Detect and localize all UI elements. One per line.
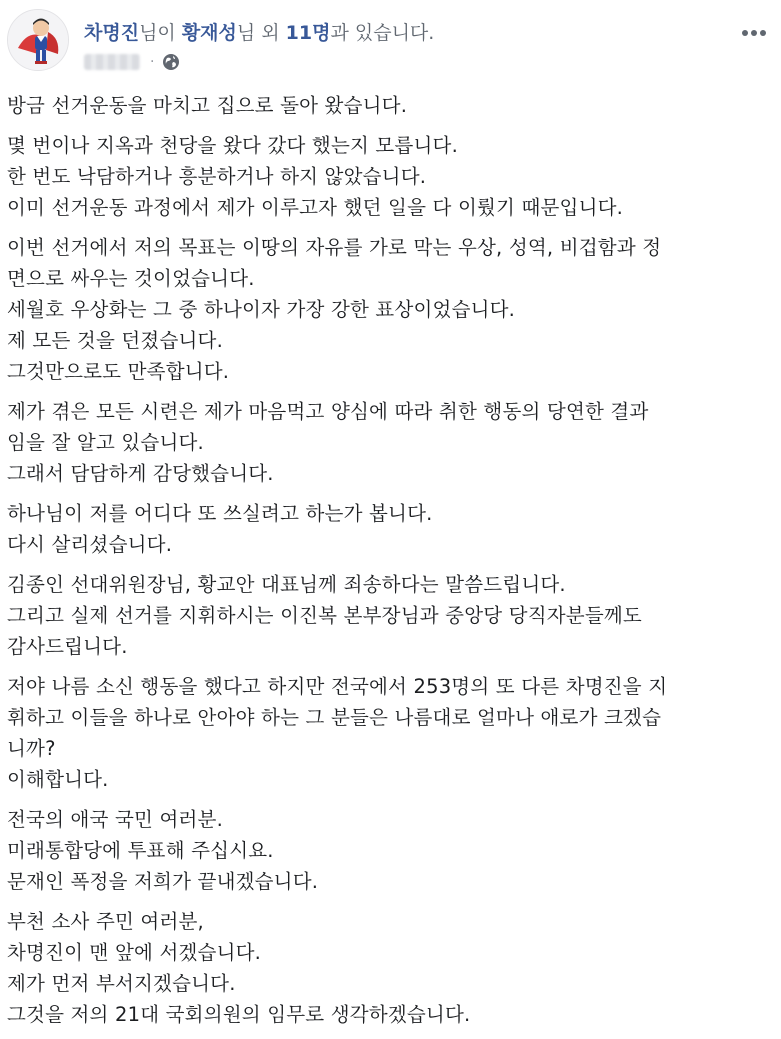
post-text-line: 세월호 우상화는 그 중 하나이자 가장 강한 표상이었습니다.: [7, 298, 516, 321]
post-paragraph: [7, 804, 775, 897]
more-horizontal-icon: [741, 29, 767, 37]
post-text-line: 휘하고 이들을 하나로 안아야 하는 그 분들은 나름대로 얼마나 애로가 크겠습: [7, 706, 662, 729]
post-text-line: 그것만으로도 만족합니다.: [7, 360, 230, 383]
post-text-line: 면으로 싸우는 것이었습니다.: [7, 267, 255, 290]
post-meta: [84, 51, 180, 73]
header-connector-text: 님이: [139, 22, 182, 44]
globe-icon[interactable]: [162, 53, 180, 71]
post-text-line: 이번 선거에서 저의 목표는 이땅의 자유를 가로 막는 우상, 성역, 비겁함과 정: [7, 236, 662, 259]
post-text-line: 한 번도 낙담하거나 흥분하거나 하지 않았습니다.: [7, 165, 427, 188]
post-body: [7, 90, 775, 1039]
post-text-line: 저야 나름 소신 행동을 했다고 하지만 전국에서 253명의 또 다른 차명진을 지: [7, 675, 668, 698]
post-paragraph: [7, 671, 775, 795]
meta-separator: ·: [150, 54, 155, 70]
post-text-line: 니까?: [7, 737, 56, 760]
post-text-line: 방금 선거운동을 마치고 집으로 돌아 왔습니다.: [7, 94, 408, 117]
profile-picture-illustration: [8, 10, 69, 71]
post-paragraph: [7, 569, 775, 662]
post-paragraph: [7, 90, 775, 121]
header-connector-text-3: 과 있습니다.: [330, 22, 435, 44]
post-text-line: 제가 겪은 모든 시련은 제가 마음먹고 양심에 따라 취한 행동의 당연한 결과: [7, 400, 649, 423]
timestamp-redacted[interactable]: [84, 54, 140, 70]
post-paragraph: [7, 498, 775, 560]
post-text-line: 이해합니다.: [7, 768, 109, 791]
post-text-line: 미래통합당에 투표해 주십시요.: [7, 839, 274, 862]
post-text-line: 그리고 실제 선거를 지휘하시는 이진복 본부장님과 중앙당 당직자분들께도: [7, 604, 642, 627]
avatar[interactable]: [7, 9, 69, 71]
post-text-line: 몇 번이나 지옥과 천당을 왔다 갔다 했는지 모릅니다.: [7, 134, 458, 157]
post-paragraph: [7, 906, 775, 1030]
tagged-person-link[interactable]: 황재성: [181, 22, 237, 44]
others-count-link[interactable]: 11명: [285, 22, 331, 44]
post-text-line: 부천 소사 주민 여러분,: [7, 910, 204, 933]
post-paragraph: [7, 130, 775, 223]
post-text-line: 전국의 애국 국민 여러분.: [7, 808, 223, 831]
post-text-line: 이미 선거운동 과정에서 제가 이루고자 했던 일을 다 이뤘기 때문입니다.: [7, 196, 624, 219]
more-options-button[interactable]: [741, 20, 767, 42]
header-connector-text-2: 님 외: [236, 22, 286, 44]
post-text-line: 다시 살리셨습니다.: [7, 533, 173, 556]
post-text-line: 제 모든 것을 던졌습니다.: [7, 329, 223, 352]
post-text-line: 그것을 저의 21대 국회의원의 임무로 생각하겠습니다.: [7, 1003, 471, 1026]
post-text-line: 문재인 폭정을 저희가 끝내겠습니다.: [7, 870, 319, 893]
post-text-line: 차명진이 맨 앞에 서겠습니다.: [7, 941, 262, 964]
post-paragraph: [7, 396, 775, 489]
post-header: [84, 18, 434, 48]
post-text-line: 제가 먼저 부서지겠습니다.: [7, 972, 236, 995]
post-text-line: 그래서 담담하게 감당했습니다.: [7, 462, 274, 485]
post-text-line: 김종인 선대위원장님, 황교안 대표님께 죄송하다는 말씀드립니다.: [7, 573, 566, 596]
post-text-line: 임을 잘 알고 있습니다.: [7, 431, 204, 454]
post-paragraph: [7, 232, 775, 387]
post-text-line: 하나님이 저를 어디다 또 쓰실려고 하는가 봅니다.: [7, 502, 433, 525]
author-name-link[interactable]: 차명진: [84, 22, 140, 44]
post-text-line: 감사드립니다.: [7, 635, 128, 658]
